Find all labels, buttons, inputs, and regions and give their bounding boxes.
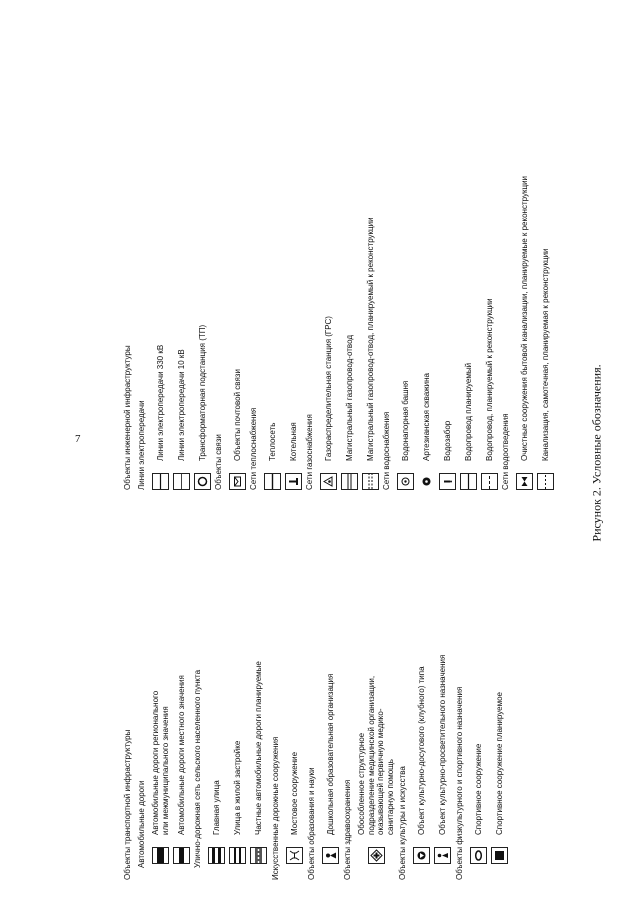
medical-cross-icon: [368, 847, 385, 864]
road-local-symbol: [173, 847, 190, 864]
legend-label: Магистральный газопровод-отвод: [344, 334, 354, 461]
legend-label: Линии электропередачи 330 кВ: [155, 344, 165, 461]
subsection-title-comm: Объекты связи: [214, 434, 223, 490]
legend-label: Обособленное структурное подразделение медицинской организации, оказывающей первичную медико-санитарную помощь: [357, 675, 395, 835]
transformer-icon: [194, 473, 211, 490]
sport-icon: [470, 847, 487, 864]
legend-label: Артезианская скважина: [421, 373, 431, 461]
legend-label: Мостовое сооружение: [289, 751, 299, 835]
legend-label: Частные автомобильные дороги планируемые: [253, 661, 263, 835]
legend-label: Линии электропередачи 10 кВ: [176, 349, 186, 461]
legend-canvas: [120, 120, 560, 880]
treatment-plant-icon: [516, 473, 533, 490]
legend-label: Дошкольная образовательная организация: [325, 673, 335, 835]
legend-label: Объекты почтовой связи: [232, 369, 242, 461]
legend-label: Котельная: [288, 422, 298, 461]
legend-label: Теплосеть: [267, 422, 277, 461]
club-icon: [413, 847, 430, 864]
artesian-well-icon: [418, 473, 435, 490]
legend-label: Канализация, самотечная, планируемая к реконструкции: [540, 248, 550, 461]
bridge-icon: [286, 847, 303, 864]
subsection-title-water: Сети водоснабжения: [382, 411, 391, 490]
legend-label: Водопровод, планируемый к реконструкции: [484, 298, 494, 461]
page-number: 7: [75, 433, 81, 445]
section-title-health: Объекты здравоохранения: [343, 779, 352, 880]
preschool-icon: [322, 847, 339, 864]
legend-column-left: [120, 510, 511, 880]
legend-label: Объект культурно-досугового (клубного) типа: [416, 666, 426, 835]
sewer-gravity-symbol: [537, 473, 554, 490]
power-line-330-symbol: [152, 473, 169, 490]
subsection-title-sewer: Сети водоотведения: [501, 413, 510, 490]
legend-label: Объект культурно-просветительного назначения: [437, 654, 447, 835]
legend-label: Трансформаторная подстанция (ТП): [197, 324, 207, 461]
section-title-education: Объекты образования и науки: [307, 767, 316, 880]
legend-label: Газораспределительная станция (ГРС): [323, 316, 333, 461]
water-intake-icon: [439, 473, 456, 490]
mail-icon: [229, 473, 246, 490]
subsection-title-street-network: Улично-дорожная сеть сельского населенного пункта: [193, 669, 202, 868]
subsection-title-roads: Автомобильные дороги: [137, 780, 146, 868]
section-title-artificial: Искусственные дорожные сооружения: [271, 736, 280, 880]
legend-label: Спортивное сооружение: [473, 743, 483, 835]
legend-label: Магистральный газопровод-отвод, планируемый к реконструкции: [365, 217, 375, 461]
legend-label: Водопровод планируемый: [463, 362, 473, 461]
road-regional-symbol: [152, 847, 169, 864]
sport-planned-icon: [491, 847, 508, 864]
subsection-title-gas: Сети газоснабжения: [305, 414, 314, 490]
subsection-title-power: Линии электропередачи: [137, 400, 146, 490]
private-road-symbol: [250, 847, 267, 864]
legend-label: Водозабор: [442, 420, 452, 461]
legend-label: Главная улица: [211, 780, 221, 835]
gas-main-recon-symbol: [362, 473, 379, 490]
section-title-engineering: Объекты инженерной инфраструктуры: [123, 345, 132, 490]
legend-column-right: [120, 120, 557, 490]
water-tower-icon: [397, 473, 414, 490]
legend-label: Водонапорная башня: [400, 380, 410, 461]
section-title-sport: Объекты физкультурного и спортивного назначения: [455, 686, 464, 880]
legend-label: Автомобильные дороги регионального или межмуниципального значения: [151, 690, 170, 835]
boiler-icon: [285, 473, 302, 490]
gas-main-symbol: [341, 473, 358, 490]
power-line-10-symbol: [173, 473, 190, 490]
legend-label: Спортивное сооружение планируемое: [494, 691, 504, 835]
residential-street-symbol: [229, 847, 246, 864]
figure-caption: Рисунок 2. Условные обозначения.: [589, 364, 604, 542]
legend-label: Улица в жилой застройке: [232, 740, 242, 835]
heat-net-symbol: [264, 473, 281, 490]
subsection-title-heat: Сети теплоснабжения: [249, 407, 258, 490]
section-title-transport: Объекты транспортной инфраструктуры: [123, 729, 132, 880]
gas-station-icon: [320, 473, 337, 490]
water-pipe-recon-symbol: [481, 473, 498, 490]
legend-label: Автомобильные дороги местного значения: [176, 675, 186, 835]
main-street-symbol: [208, 847, 225, 864]
legend-label: Очистные сооружения бытовой канализации, планируемые к реконструкции: [519, 175, 529, 461]
enlightenment-icon: [434, 847, 451, 864]
section-title-culture: Объекты культуры и искусства: [398, 766, 407, 880]
water-pipe-planned-symbol: [460, 473, 477, 490]
